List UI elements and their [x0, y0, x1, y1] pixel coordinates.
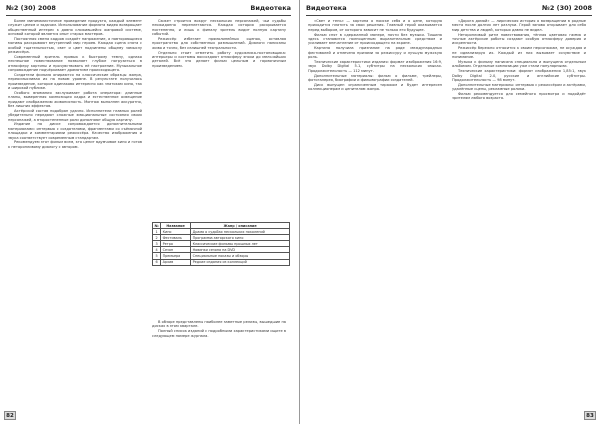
- table-cell: 3: [153, 241, 161, 247]
- paragraph: Рекомендуем этот фильм всем, кто ценит вдумчивое кино и готов к неторопливому диалогу с автором.: [8, 140, 142, 149]
- paragraph: Актёрский состав подобран удачно. Исполнители главных ролей убедительно передают сложные эмоциональные состояния своих персонажей, а второстепенные роли дополняют общую картину.: [8, 108, 142, 122]
- paragraph: Режиссёр избегает прямолинейных оценок, оставляя пространство для собственных размышлений. Диалоги написаны живо и точно, без излишней театральности.: [152, 36, 286, 50]
- left-column-1: [8, 19, 142, 409]
- paragraph: Технические характеристики: формат изображения 1,85:1, звук Dolby Digital 2.0, русские и английские субтитры. Продолжительность — 98 минут.: [452, 69, 586, 82]
- table-cell: Сезон: [161, 247, 191, 253]
- paragraph: Диск выпущен ограниченным тиражом и будет интересен коллекционерам и ценителям жанра.: [308, 82, 442, 92]
- table-cell: 2: [153, 235, 161, 241]
- table-cell: Редкие издания из коллекций: [191, 259, 290, 265]
- paragraph: Современный зритель привык к быстрому темпу, однако неспешное повествование позволяет глубже погрузиться в атмосферу картины и прочувствовать её настроение. Музыкальное сопровождение подчёркивает драматизм происходящего.: [8, 54, 142, 72]
- paragraph: Издание на диске сопровождается дополнительными материалами: интервью с создателями, фрагментами со съёмочной площадки и комментариями режиссёра. Качество изображения и звука соответствует современным стандартам.: [8, 122, 142, 140]
- table-cell: 5: [153, 253, 161, 259]
- left-column-2-continued: [152, 320, 286, 408]
- page-number: 82: [4, 411, 16, 420]
- section-header: Видеотека: [306, 4, 347, 12]
- table-cell: 6: [153, 259, 161, 265]
- paragraph: Особого внимания заслуживает работа оператора: длинные планы, выверенная композиция кадра и естественное освещение придают изображению живописность. Монтаж выполнен аккуратно, без лишних эффектов.: [8, 90, 142, 108]
- header-rule: [306, 15, 592, 16]
- paragraph: В обзоре представлены наиболее заметные релизы, вышедшие на дисках в этом квартале.: [152, 320, 286, 329]
- table-cell: Фестиваль: [161, 235, 191, 241]
- paragraph: Фильм снят в сдержанной манере, почти без музыки. Тишина здесь становится полноценным выразительным средством и усиливает впечатление от происходящего на экране.: [308, 32, 442, 46]
- table-cell: Кино: [161, 229, 191, 235]
- table-cell: Классические фильмы прошлых лет: [191, 241, 290, 247]
- table-cell: Премьера: [161, 253, 191, 259]
- paragraph: Более минималистичное проведение продукта, каждый элемент служит целям и задачам. Использование формата видео возвращает общественный интерес к давно сложившейся жанровой системе, основой которой является опыт старых мастеров.: [8, 19, 142, 37]
- page-number: 83: [584, 411, 596, 420]
- paragraph: Сюжет строится вокруг нескольких персонажей, чьи судьбы неожиданно переплетаются. Каждая история раскрывается постепенно, и лишь к финалу зритель видит полную картину событий.: [152, 19, 286, 37]
- paragraph: Неторопливый ритм повествования, тёплая цветовая гамма и точные актёрские работы создают особую атмосферу доверия и искренности.: [452, 32, 586, 46]
- issue-header: №2 (30) 2008: [6, 4, 56, 12]
- section-header: Видеотека: [250, 4, 291, 12]
- paragraph: Постоянная смена кадров создаёт напряжение, а повторяющиеся мотивы раскрывают внутренний мир героев. Каждая сцена снята с особой тщательностью, свет и цвет подчинены общему замыслу режиссёра.: [8, 36, 142, 54]
- paragraph: Картина получила признание на ряде международных фестивалей и отмечена призами за режиссуру и лучшую мужскую роль.: [308, 46, 442, 59]
- table-cell: Архив: [161, 259, 191, 265]
- table-cell: Специальные показы и обзоры: [191, 253, 290, 259]
- paragraph: Создатели фильма опираются на классические образцы жанра, переосмысливая их на новом уровне. В результате получилось произведение, которое одинаково интересно как знатокам кино, так и широкой публике.: [8, 72, 142, 90]
- right-page: [300, 0, 600, 424]
- table-cell: 1: [153, 229, 161, 235]
- table-cell: Новинки сезона на DVD: [191, 247, 290, 253]
- paragraph: Технические характеристики издания: формат изображения 16:9, звук Dolby Digital 5.1, субтитры на нескольких языках. Продолжительность — 112 минут.: [308, 59, 442, 73]
- issue-header: №2 (30) 2008: [542, 4, 592, 12]
- paragraph: «Свет и тень» — картина о поиске себя и о цене, которую приходится платить за свои решения. Главный герой оказывается перед выбором, от которого зависит не только его будущее.: [308, 19, 442, 32]
- right-column-2: [452, 19, 586, 409]
- header-rule: [6, 15, 291, 16]
- right-column-1: [308, 19, 442, 409]
- paragraph: Полный список изданий с подробными характеристиками ищите в следующем номере журнала.: [152, 329, 286, 338]
- table-header-cell: Название: [161, 223, 191, 229]
- table-cell: Программа авторского кино: [191, 235, 290, 241]
- table-cell: 4: [153, 247, 161, 253]
- paragraph: Отдельно стоит отметить работу художника-постановщика: интерьеры и костюмы воссоздают атмосферу эпохи до мельчайших деталей. Всё это делает фильм цельным и гармоничным произведением.: [152, 50, 286, 68]
- releases-table: [152, 222, 290, 266]
- table-header-cell: №: [154, 223, 159, 228]
- table-header-cell: Жанр / описание: [191, 223, 290, 229]
- table-row: [153, 259, 290, 265]
- paragraph: Дополнительные материалы: фильм о фильме, трейлеры, фотогалерея, биографии и фильмографии создателей.: [308, 73, 442, 82]
- paragraph: Музыка к фильму написана специально и выпущена отдельным альбомом. Отдельные композиции уже стали популярными.: [452, 59, 586, 69]
- paragraph: Дополнительные материалы: интервью с режиссёром и актёрами, удалённые сцены, рекламные ролики.: [452, 82, 586, 92]
- paragraph: «Дорога домой» — лирическая история о возвращении в родные места после долгих лет разлуки. Герой заново открывает для себя мир детства и людей, которых давно не видел.: [452, 19, 586, 32]
- left-column-2: [152, 19, 286, 219]
- table-cell: Ретро: [161, 241, 191, 247]
- paragraph: Фильм рекомендуется для семейного просмотра и подойдёт зрителям любого возраста.: [452, 92, 586, 101]
- table-cell: Драма о судьбах нескольких поколений: [191, 229, 290, 235]
- paragraph: Режиссёр бережно относится к своим персонажам, не осуждая и не идеализируя их. Каждый из них вызывает сочувствие и понимание.: [452, 46, 586, 59]
